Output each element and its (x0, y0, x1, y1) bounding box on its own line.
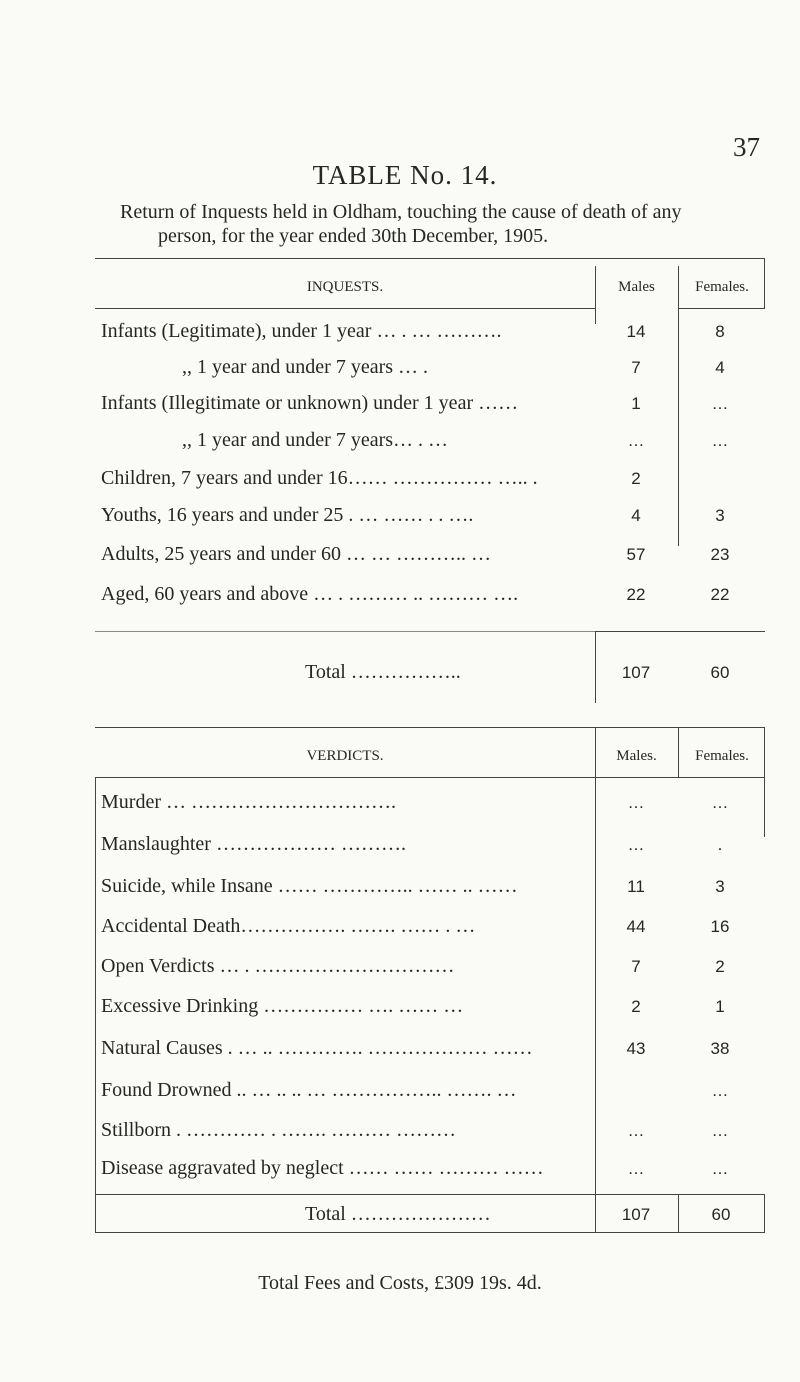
row-label: Open Verdicts … . ………………………… (101, 955, 455, 977)
row-females: 2 (715, 957, 725, 976)
row-females: … (711, 431, 729, 450)
inquests-total-males: 107 (621, 663, 651, 682)
total-fees-note: Total Fees and Costs, £309 19s. 4d. (258, 1272, 542, 1294)
verdicts-row (95, 1079, 765, 1115)
row-label: Natural Causes . … .. …………. ……………… …… (101, 1037, 533, 1059)
verdicts-total-females: 60 (711, 1205, 731, 1224)
row-males: 57 (626, 545, 646, 564)
inquests-row (95, 356, 765, 392)
subtitle-line-1: Return of Inquests held in Oldham, touching the cause of death of any (120, 201, 682, 223)
row-label: Found Drowned .. … .. .. … …………….. ……. … (101, 1079, 517, 1101)
verdicts-row (95, 1037, 765, 1073)
verdicts-header-females: Females. (695, 748, 749, 764)
inquests-row (95, 467, 765, 503)
row-males: … (627, 793, 645, 812)
row-males: 2 (631, 997, 641, 1016)
row-label: Youths, 16 years and under 25 . … …… . . …. (101, 504, 474, 526)
row-females: 3 (715, 877, 725, 896)
row-males: … (627, 431, 645, 450)
verdicts-row (95, 833, 765, 869)
row-males: … (627, 1159, 645, 1178)
row-females: … (711, 394, 729, 413)
row-label: Suicide, while Insane …… ………….. …… .. …… (101, 875, 518, 897)
row-label: ,, 1 year and under 7 years … . (182, 356, 429, 378)
row-males: 2 (631, 469, 641, 488)
verdicts-total-label: Total ………………… (305, 1203, 491, 1225)
inquests-row (95, 583, 765, 619)
row-females: 38 (710, 1039, 730, 1058)
verdicts-header-males: Males. (616, 748, 657, 764)
row-label: Murder … …………………………. (101, 791, 396, 813)
row-males: … (627, 1121, 645, 1140)
row-females: … (711, 1159, 729, 1178)
row-females: … (711, 1121, 729, 1140)
inquests-table (95, 258, 765, 718)
verdicts-row (95, 1119, 765, 1155)
inquests-header: INQUESTS. (306, 279, 384, 295)
table-subtitle (120, 200, 800, 248)
row-males: 44 (626, 917, 646, 936)
verdicts-table (95, 727, 765, 1257)
row-label: Disease aggravated by neglect …… …… ……… …… (101, 1157, 544, 1179)
row-males: 4 (631, 506, 641, 525)
row-label: Adults, 25 years and under 60 … … ……….. … (101, 543, 491, 565)
row-females: 8 (715, 322, 725, 341)
row-females: 4 (715, 358, 725, 377)
row-males: 7 (631, 358, 641, 377)
row-label: Stillborn . ………… . ……. ……… ……… (101, 1119, 457, 1141)
verdicts-row (95, 915, 765, 951)
table-title: TABLE No. 14. (312, 160, 498, 190)
row-males: 7 (631, 957, 641, 976)
row-females: 23 (710, 545, 730, 564)
row-females: … (711, 793, 729, 812)
row-females: 3 (715, 506, 725, 525)
row-males: 11 (627, 877, 645, 896)
row-label: Excessive Drinking …………… …. …… … (101, 995, 464, 1017)
row-males: 22 (626, 585, 646, 604)
subtitle-line-2: person, for the year ended 30th December, 1905. (158, 225, 549, 247)
inquests-row (95, 392, 765, 428)
inquests-row (95, 504, 765, 540)
inquests-row (95, 320, 765, 356)
verdicts-row (95, 875, 765, 911)
verdicts-row (95, 1157, 765, 1193)
row-label: Accidental Death……………. ……. …… . … (101, 915, 476, 937)
row-females: 22 (710, 585, 730, 604)
inquests-row (95, 429, 765, 465)
row-label: Aged, 60 years and above … . ……… .. ……… …. (101, 583, 519, 605)
verdicts-row (95, 791, 765, 827)
row-label: Infants (Legitimate), under 1 year … . … ………. (101, 320, 502, 342)
verdicts-row (95, 955, 765, 991)
verdicts-header: VERDICTS. (306, 748, 384, 764)
row-males: … (627, 835, 645, 854)
verdicts-row (95, 995, 765, 1031)
row-females: … (711, 1081, 729, 1100)
row-females: 1 (715, 997, 725, 1016)
row-label: Manslaughter ……………… ………. (101, 833, 406, 855)
row-males: 14 (626, 322, 646, 341)
row-females: . (717, 835, 723, 854)
page-number: 37 (733, 132, 760, 162)
row-label: ,, 1 year and under 7 years… . … (182, 429, 449, 451)
verdicts-total-males: 107 (621, 1205, 651, 1224)
inquests-row (95, 543, 765, 579)
inquests-total-females: 60 (710, 663, 730, 682)
row-label: Infants (Illegitimate or unknown) under 1 year …… (101, 392, 519, 414)
row-label: Children, 7 years and under 16…… …………… ….. . (101, 467, 538, 489)
row-males: 1 (631, 394, 641, 413)
row-males: 43 (626, 1039, 646, 1058)
inquests-header-males: Males (618, 279, 655, 295)
inquests-total-label: Total …………….. (305, 661, 461, 683)
row-females: 16 (710, 917, 730, 936)
inquests-header-females: Females. (695, 279, 749, 295)
